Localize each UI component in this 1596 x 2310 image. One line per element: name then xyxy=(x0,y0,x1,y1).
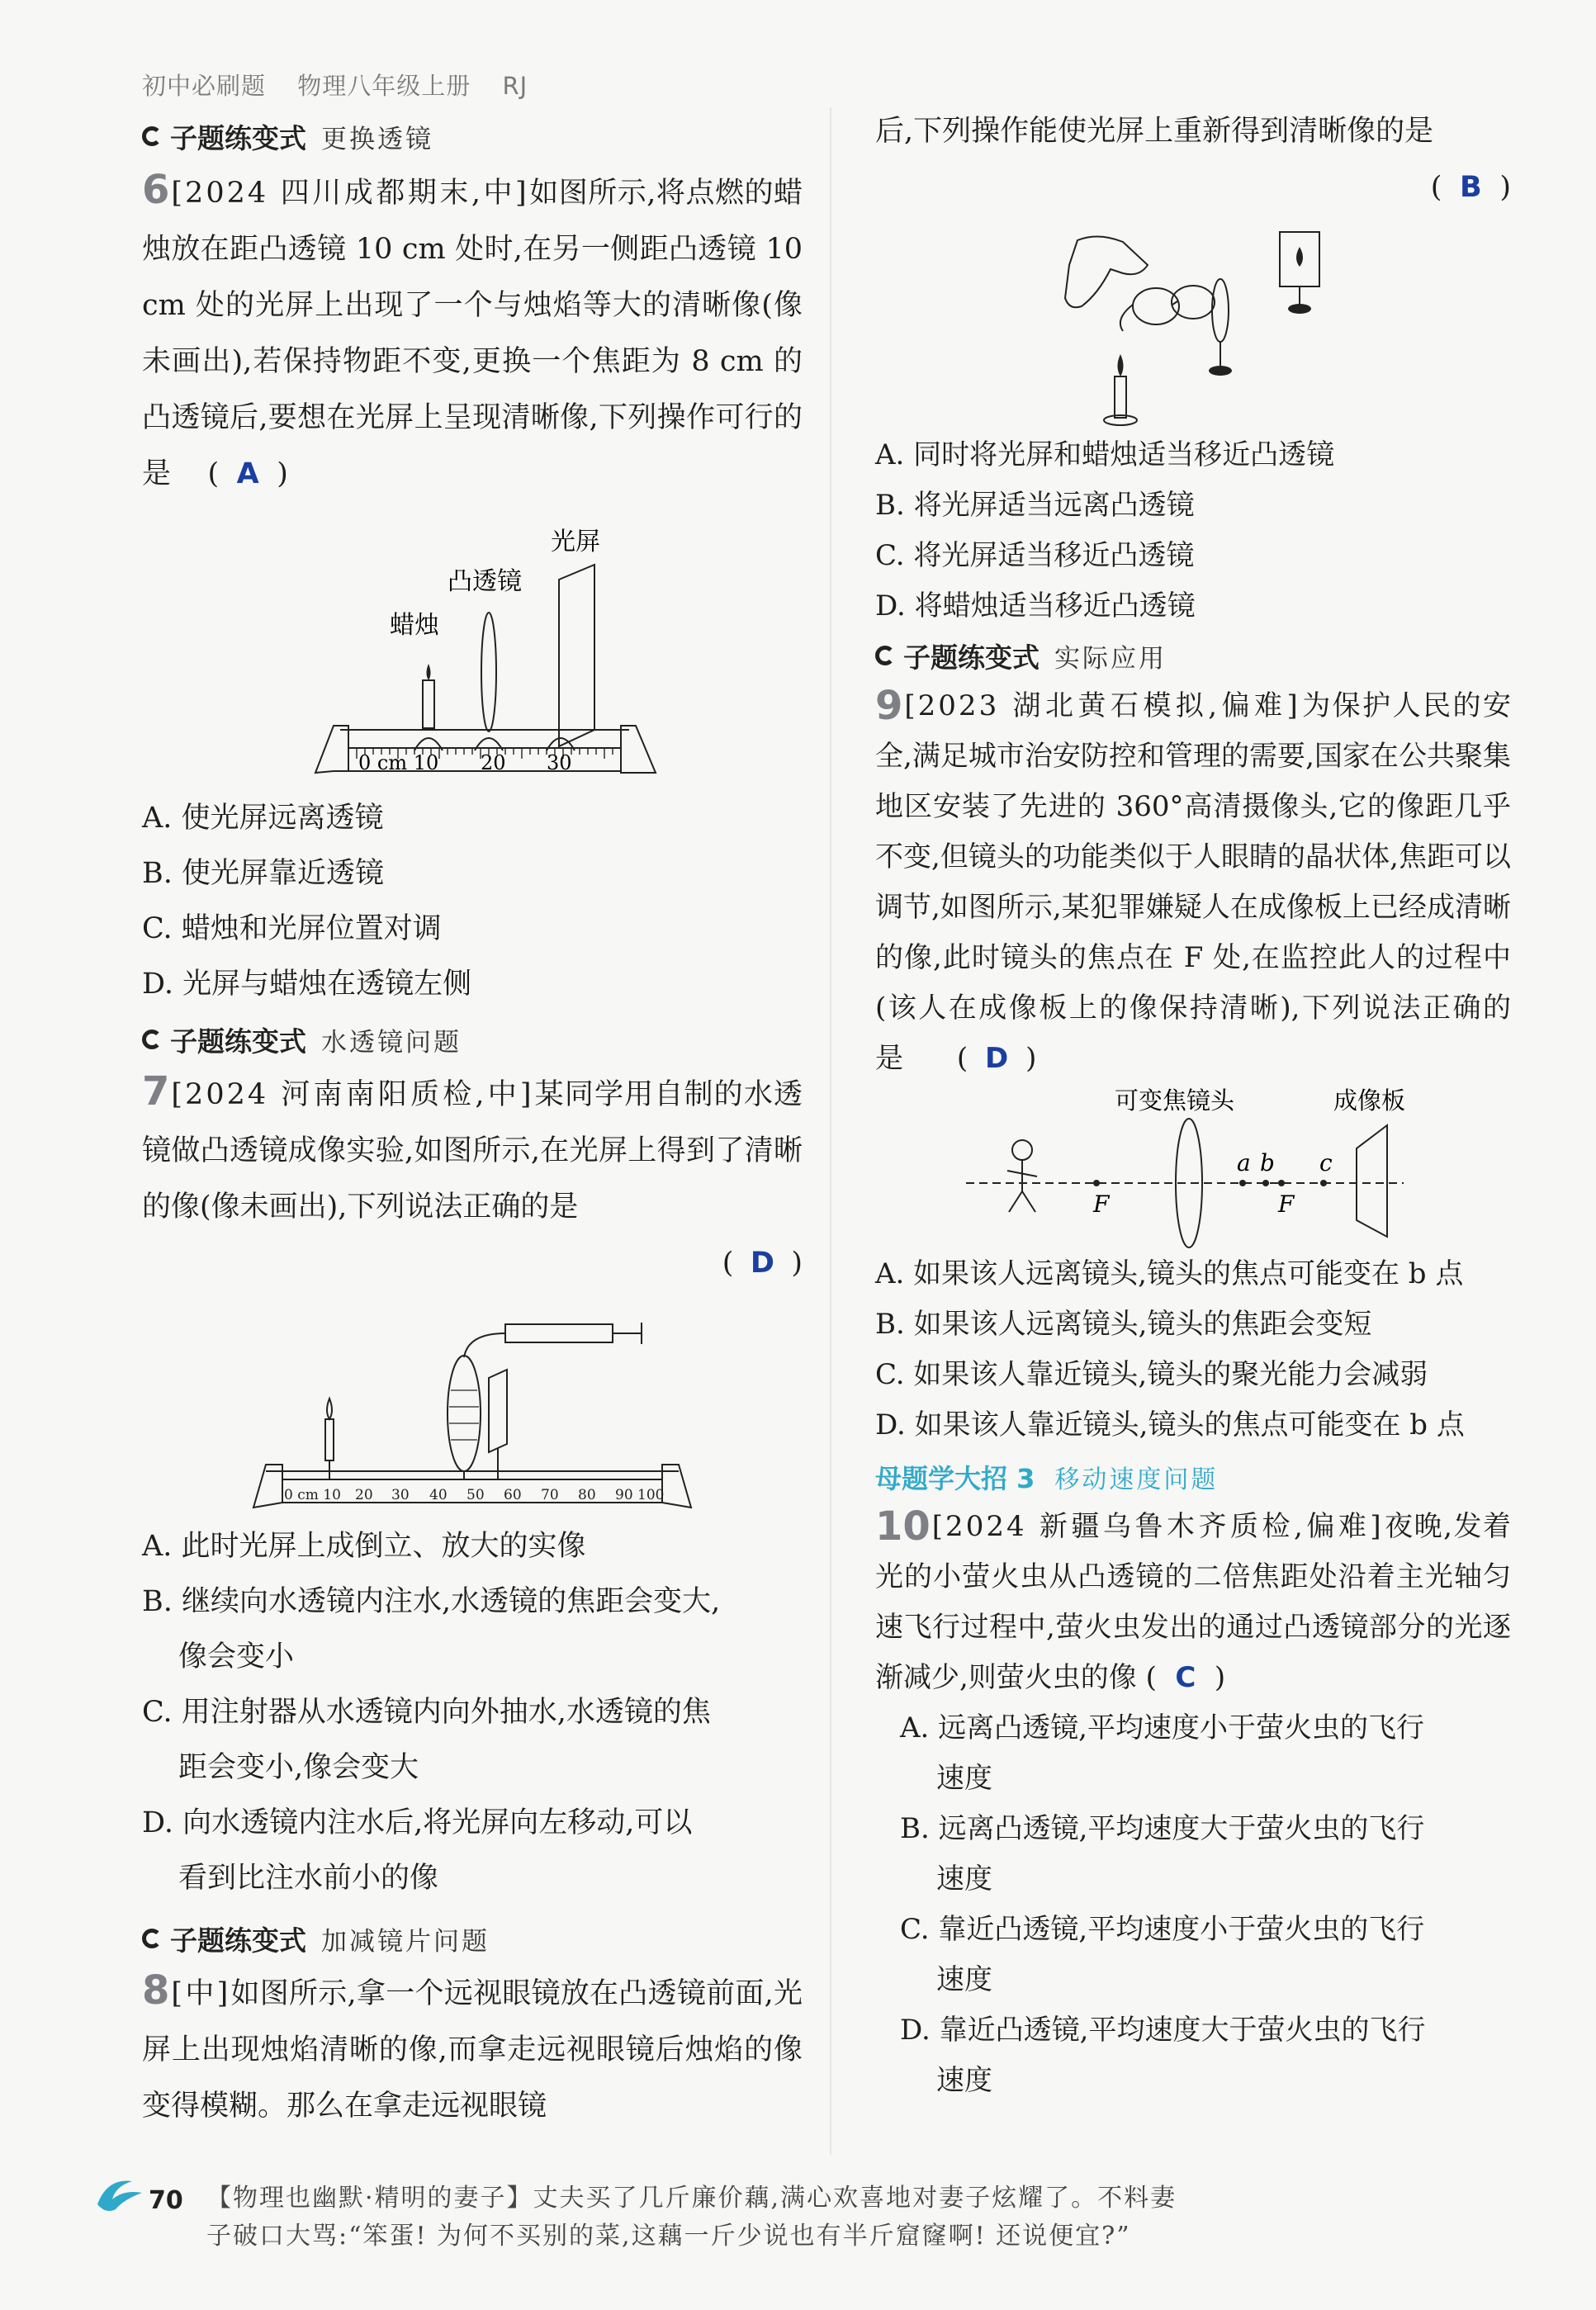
svg-text:b: b xyxy=(1260,1149,1275,1176)
figure-water-lens xyxy=(142,1291,803,1514)
section-heading: 子题练变式 更换透镜 xyxy=(142,116,803,157)
option-c: C. 如果该人靠近镜头,镜头的聚光能力会减弱 xyxy=(875,1358,1428,1391)
variant-icon xyxy=(142,126,162,146)
candle-shape xyxy=(1115,376,1126,418)
question-source: [2024 河南南阳质检,中] xyxy=(171,1078,534,1111)
section-heading: 子题练变式 水透镜问题 xyxy=(142,1019,803,1060)
question-9: 9 [2023 湖北黄石模拟,偏难]为保护人民的安全,满足城市治安防控和管理的需要,国家在公共聚集地区安装了先进的 360°高清摄像头,它的像距几乎不变,但镜头的功能类似于人眼睛的晶状体,焦距可以调节,如图所示,某犯罪嫌疑人在成像板上已经成清晰的像,此时镜头的焦点在 F 处,在监控此人的过程中(该人在成像板上的像保持清晰),下列说法正确的是 ( D ) xyxy=(875,681,1511,1084)
option-a: A. 同时将光屏和蜡烛适当移近凸透镜 xyxy=(875,438,1335,471)
option-a: A. 远离凸透镜,平均速度小于萤火虫的飞行 速度 xyxy=(900,1711,1424,1795)
svg-text:50: 50 xyxy=(466,1487,485,1503)
question-10: 10 [2024 新疆乌鲁木齐质检,偏难]夜晚,发着光的小萤火虫从凸透镜的二倍焦距处沿着主光轴匀速飞行过程中,萤火虫发出的通过凸透镜部分的光逐渐减少,则萤火虫的像 ( C ) xyxy=(875,1502,1511,1703)
right-column xyxy=(875,103,1511,2106)
book-title: 初中必刷题 xyxy=(142,72,267,100)
option-b: B. 如果该人远离镜头,镜头的焦距会变短 xyxy=(875,1308,1372,1341)
option-b: B. 远离凸透镜,平均速度大于萤火虫的飞行 速度 xyxy=(900,1812,1425,1896)
option-a: A. 此时光屏上成倒立、放大的实像 xyxy=(142,1530,586,1563)
svg-text:F: F xyxy=(1093,1191,1110,1218)
question-source: [2024 四川成都期末,中] xyxy=(171,177,529,210)
answer: B xyxy=(1460,171,1482,204)
option-d: D. 如果该人靠近镜头,镜头的焦点可能变在 b 点 xyxy=(875,1408,1465,1441)
answer-bracket: ( B ) xyxy=(875,159,1511,215)
question-7: 7 [2024 河南南阳质检,中]某同学用自制的水透镜做凸透镜成像实验,如图所示,在光屏上得到了清晰的像(像未画出),下列说法正确的是 ( D ) xyxy=(142,1067,803,1291)
lens-shape xyxy=(1212,279,1229,342)
svg-text:a: a xyxy=(1237,1149,1251,1176)
q8-options xyxy=(875,430,1511,632)
footer-line-1: 【物理也幽默·精明的妻子】丈夫买了几斤廉价藕,满心欢喜地对妻子炫耀了。不料妻 xyxy=(206,2184,1177,2213)
tick-30: 30 xyxy=(547,751,572,774)
svg-text:60: 60 xyxy=(504,1487,522,1503)
variant-icon xyxy=(875,646,895,665)
page-number: 70 xyxy=(149,2186,183,2215)
candle-shape xyxy=(325,1419,334,1460)
q7-options xyxy=(142,1519,803,1906)
flame-shape xyxy=(427,664,431,680)
question-number: 10 xyxy=(875,1503,931,1550)
label-screen: 光屏 xyxy=(551,528,600,556)
answer-bracket: ( D ) xyxy=(142,1235,803,1291)
question-number: 7 xyxy=(142,1068,170,1115)
option-d: D. 靠近凸透镜,平均速度大于萤火虫的飞行 速度 xyxy=(900,2014,1426,2097)
option-a: A. 使光屏远离透镜 xyxy=(142,802,384,835)
label-lens: 凸透镜 xyxy=(448,567,522,596)
label-candle: 蜡烛 xyxy=(390,611,439,640)
subject-title: 物理八年级上册 xyxy=(297,72,471,100)
figure-camera-lens xyxy=(875,1084,1511,1249)
screen-shape xyxy=(559,565,594,746)
variant-icon xyxy=(142,1929,162,1948)
question-8: 8 [中]如图所示,拿一个远视眼镜放在凸透镜前面,光屏上出现烛焰清晰的像,而拿走远视眼镜后烛焰的像变得模糊。那么在拿走远视眼镜 xyxy=(142,1967,803,2123)
q10-options xyxy=(875,1703,1511,2106)
method-heading: 母题学大招 3 移动速度问题 xyxy=(875,1463,1219,1494)
answer: A xyxy=(236,457,259,490)
question-source: [2023 湖北黄石模拟,偏难] xyxy=(904,689,1300,722)
option-d: D. 向水透镜内注水后,将光屏向左移动,可以 看到比注水前小的像 xyxy=(142,1806,693,1895)
option-c: C. 靠近凸透镜,平均速度小于萤火虫的飞行 速度 xyxy=(900,1913,1425,1996)
figure-glasses-lens xyxy=(875,215,1511,430)
question-number: 9 xyxy=(875,683,903,729)
section-heading: 子题练变式 实际应用 xyxy=(875,635,1511,676)
page-header xyxy=(142,68,551,102)
answer-bracket: ( A ) xyxy=(171,457,288,490)
label-board: 成像板 xyxy=(1333,1086,1406,1115)
candle-shape xyxy=(423,680,434,728)
svg-text:70: 70 xyxy=(541,1487,559,1503)
svg-text:30: 30 xyxy=(391,1487,410,1503)
footer-joke xyxy=(206,2180,1511,2256)
edition: RJ xyxy=(502,72,528,100)
tick-20: 20 xyxy=(481,751,506,774)
option-c: C. 将光屏适当移近凸透镜 xyxy=(875,539,1195,572)
left-column xyxy=(142,116,803,2134)
question-number: 6 xyxy=(142,167,170,213)
option-b: B. 将光屏适当远离凸透镜 xyxy=(875,489,1195,522)
tick-0: 0 cm 10 xyxy=(358,751,439,774)
svg-text:F: F xyxy=(1278,1191,1295,1218)
answer: D xyxy=(985,1042,1009,1075)
syringe-shape xyxy=(505,1324,613,1342)
question-source: [中] xyxy=(171,1977,231,2010)
option-d: D. 将蜡烛适当移近凸透镜 xyxy=(875,589,1196,622)
svg-text:c: c xyxy=(1319,1149,1333,1176)
option-c: C. 蜡烛和光屏位置对调 xyxy=(142,912,442,945)
variant-icon xyxy=(142,1030,162,1049)
option-b: B. 使光屏靠近透镜 xyxy=(142,857,384,890)
question-source: [2024 新疆乌鲁木齐质检,偏难] xyxy=(931,1510,1384,1543)
figure-optical-bench xyxy=(142,507,803,779)
option-d: D. 光屏与蜡烛在透镜左侧 xyxy=(142,968,472,1001)
answer: C xyxy=(1175,1661,1196,1694)
answer-bracket: ( C ) xyxy=(1137,1661,1225,1694)
imaging-board xyxy=(1357,1125,1387,1237)
svg-text:20: 20 xyxy=(355,1487,373,1503)
svg-text:100: 100 xyxy=(637,1487,665,1503)
lens-shape xyxy=(481,613,496,731)
question-6: 6 [2024 四川成都期末,中]如图所示,将点燃的蜡烛放在距凸透镜 10 cm 处时,在另一侧距凸透镜 10 cm 处的光屏上出现了一个与烛焰等大的清晰像(像未画出),若保持物距不变,更换一个焦距为 8 cm 的凸透镜后,要想在光屏上呈现清晰像,下列操作可行的是 ( A ) xyxy=(142,165,803,502)
footer-logo-icon xyxy=(91,2171,149,2218)
q6-options xyxy=(142,791,803,1012)
question-8-continued: 后,下列操作能使光屏上重新得到清晰像的是 ( B ) xyxy=(875,103,1511,215)
answer-bracket: ( D ) xyxy=(903,1042,1036,1075)
option-b: B. 继续向水透镜内注水,水透镜的焦距会变大, 像会变小 xyxy=(142,1585,721,1673)
svg-text:0 cm 10: 0 cm 10 xyxy=(284,1487,341,1503)
question-number: 8 xyxy=(142,1967,170,2014)
footer-line-2: 子破口大骂:“笨蛋! 为何不买别的菜,这藕一斤少说也有半斤窟窿啊! 还说便宜?” xyxy=(206,2222,1131,2251)
svg-text:40: 40 xyxy=(429,1487,448,1503)
svg-text:80: 80 xyxy=(578,1487,596,1503)
option-c: C. 用注射器从水透镜内向外抽水,水透镜的焦 距会变小,像会变大 xyxy=(142,1696,711,1784)
label-lens: 可变焦镜头 xyxy=(1115,1086,1235,1115)
option-a: A. 如果该人远离镜头,镜头的焦点可能变在 b 点 xyxy=(875,1257,1464,1290)
svg-text:90: 90 xyxy=(615,1487,633,1503)
water-lens-shape xyxy=(448,1356,481,1471)
section-heading: 子题练变式 加减镜片问题 xyxy=(142,1918,803,1959)
column-divider xyxy=(830,107,831,2155)
person-figure xyxy=(1012,1140,1032,1160)
q9-options xyxy=(875,1249,1511,1451)
screen-shape xyxy=(489,1370,507,1452)
answer: D xyxy=(750,1247,774,1280)
